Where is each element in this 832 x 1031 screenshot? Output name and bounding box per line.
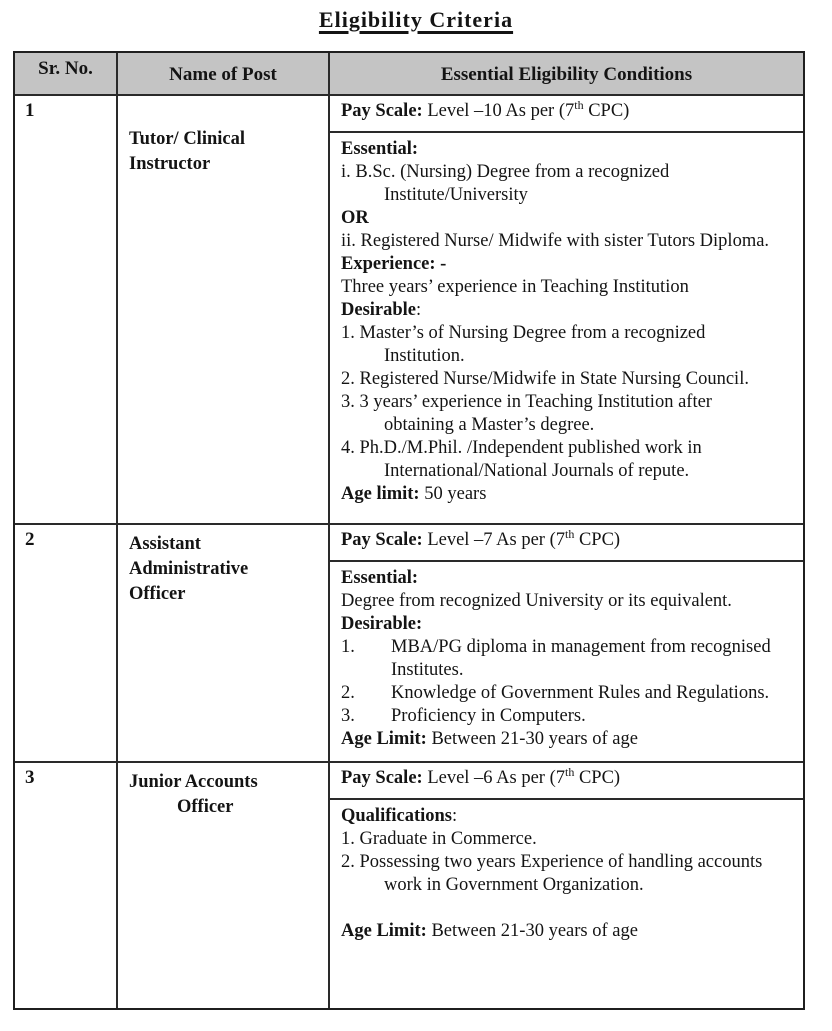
condition-line: Institutes. [391,660,464,680]
pay-scale-label: Pay Scale: [341,530,423,550]
condition-line: International/National Journals of repute. [384,461,690,481]
post-name-line: Officer [177,797,234,817]
condition-line: Essential: [341,139,419,159]
sr-no-cell: 3 [25,767,35,788]
sr-no-cell: 1 [25,100,35,121]
condition-line: OR [341,208,369,228]
table-row-junior-accounts-officer [15,761,803,1008]
condition-line: Age Limit: Between 21-30 years of age [341,729,638,749]
table-row-assistant-administrative-officer [15,523,803,761]
condition-line: 2. Knowledge of Government Rules and Regulations. [341,683,770,703]
condition-line: 1. Graduate in Commerce. [341,829,537,849]
eligibility-table [13,51,805,1010]
post-name-line: Officer [129,584,186,604]
condition-line: obtaining a Master’s degree. [384,415,595,435]
post-name-cell [116,525,328,761]
table-header-row [15,53,803,94]
condition-line: ii. Registered Nurse/ Midwife with sister Tutors Diploma. [341,231,770,251]
conditions-body [330,562,803,759]
post-name-cell [116,96,328,523]
condition-line: Institution. [384,346,465,366]
post-name-line: Assistant [129,534,201,554]
conditions-cell [328,525,803,761]
ordinal-superscript: th [574,97,584,112]
condition-line: 2. Registered Nurse/Midwife in State Nursing Council. [341,369,749,389]
post-name-cell [116,763,328,1008]
pay-scale-label: Pay Scale: [341,768,423,788]
condition-line: work in Government Organization. [384,875,644,895]
header-cell-eligibility-conditions: Essential Eligibility Conditions [328,53,803,94]
sr-no-cell: 2 [25,529,35,550]
condition-line: Three years’ experience in Teaching Institution [341,277,689,297]
ordinal-superscript: th [565,526,575,541]
pay-scale-row [330,525,803,562]
conditions-cell [328,96,803,523]
ordinal-superscript: th [565,764,575,779]
page-title [0,7,832,33]
condition-line: Institute/University [384,185,528,205]
pay-scale-value-end: CPC) [574,530,621,550]
header-cell-sr-no: Sr. No. [15,53,116,94]
page-title-text: Eligibility Criteria [318,7,514,32]
condition-line: i. B.Sc. (Nursing) Degree from a recognized [341,162,670,182]
pay-scale-value: Level –10 As per (7 [422,101,575,121]
condition-line: Age Limit: Between 21-30 years of age [341,921,638,941]
condition-line: 4. Ph.D./M.Phil. /Independent published work in [341,438,702,458]
condition-line: 3. 3 years’ experience in Teaching Institution after [341,392,712,412]
condition-line: 2. Possessing two years Experience of handling accounts [341,852,763,872]
condition-line: Age limit: 50 years [341,484,487,504]
pay-scale-value-end: CPC) [574,768,621,788]
post-name-line: Administrative [129,559,249,579]
conditions-body [330,800,803,951]
post-name-line: Tutor/ Clinical [129,129,245,149]
pay-scale-value-end: CPC) [583,101,630,121]
condition-line: Desirable: [341,614,423,634]
pay-scale-row [330,763,803,800]
pay-scale-value: Level –6 As per (7 [422,768,565,788]
header-cell-name-of-post: Name of Post [116,53,328,94]
pay-scale-value: Level –7 As per (7 [422,530,565,550]
post-name-line: Junior Accounts [129,772,258,792]
table-row-tutor-clinical-instructor [15,94,803,523]
condition-line: Essential: [341,568,419,588]
condition-line: Qualifications: [341,806,458,826]
post-name-line: Instructor [129,154,211,174]
pay-scale-label: Pay Scale: [341,101,423,121]
condition-line: 3. Proficiency in Computers. [341,706,586,726]
condition-line: Experience: - [341,254,447,274]
condition-line: Desirable: [341,300,422,320]
conditions-body [330,133,803,514]
pay-scale-row [330,96,803,133]
condition-line: Degree from recognized University or its equivalent. [341,591,732,611]
conditions-cell [328,763,803,1008]
blank-line [341,897,792,920]
condition-line: 1. Master’s of Nursing Degree from a recognized [341,323,706,343]
condition-line: 1. MBA/PG diploma in management from recognised [341,637,771,657]
